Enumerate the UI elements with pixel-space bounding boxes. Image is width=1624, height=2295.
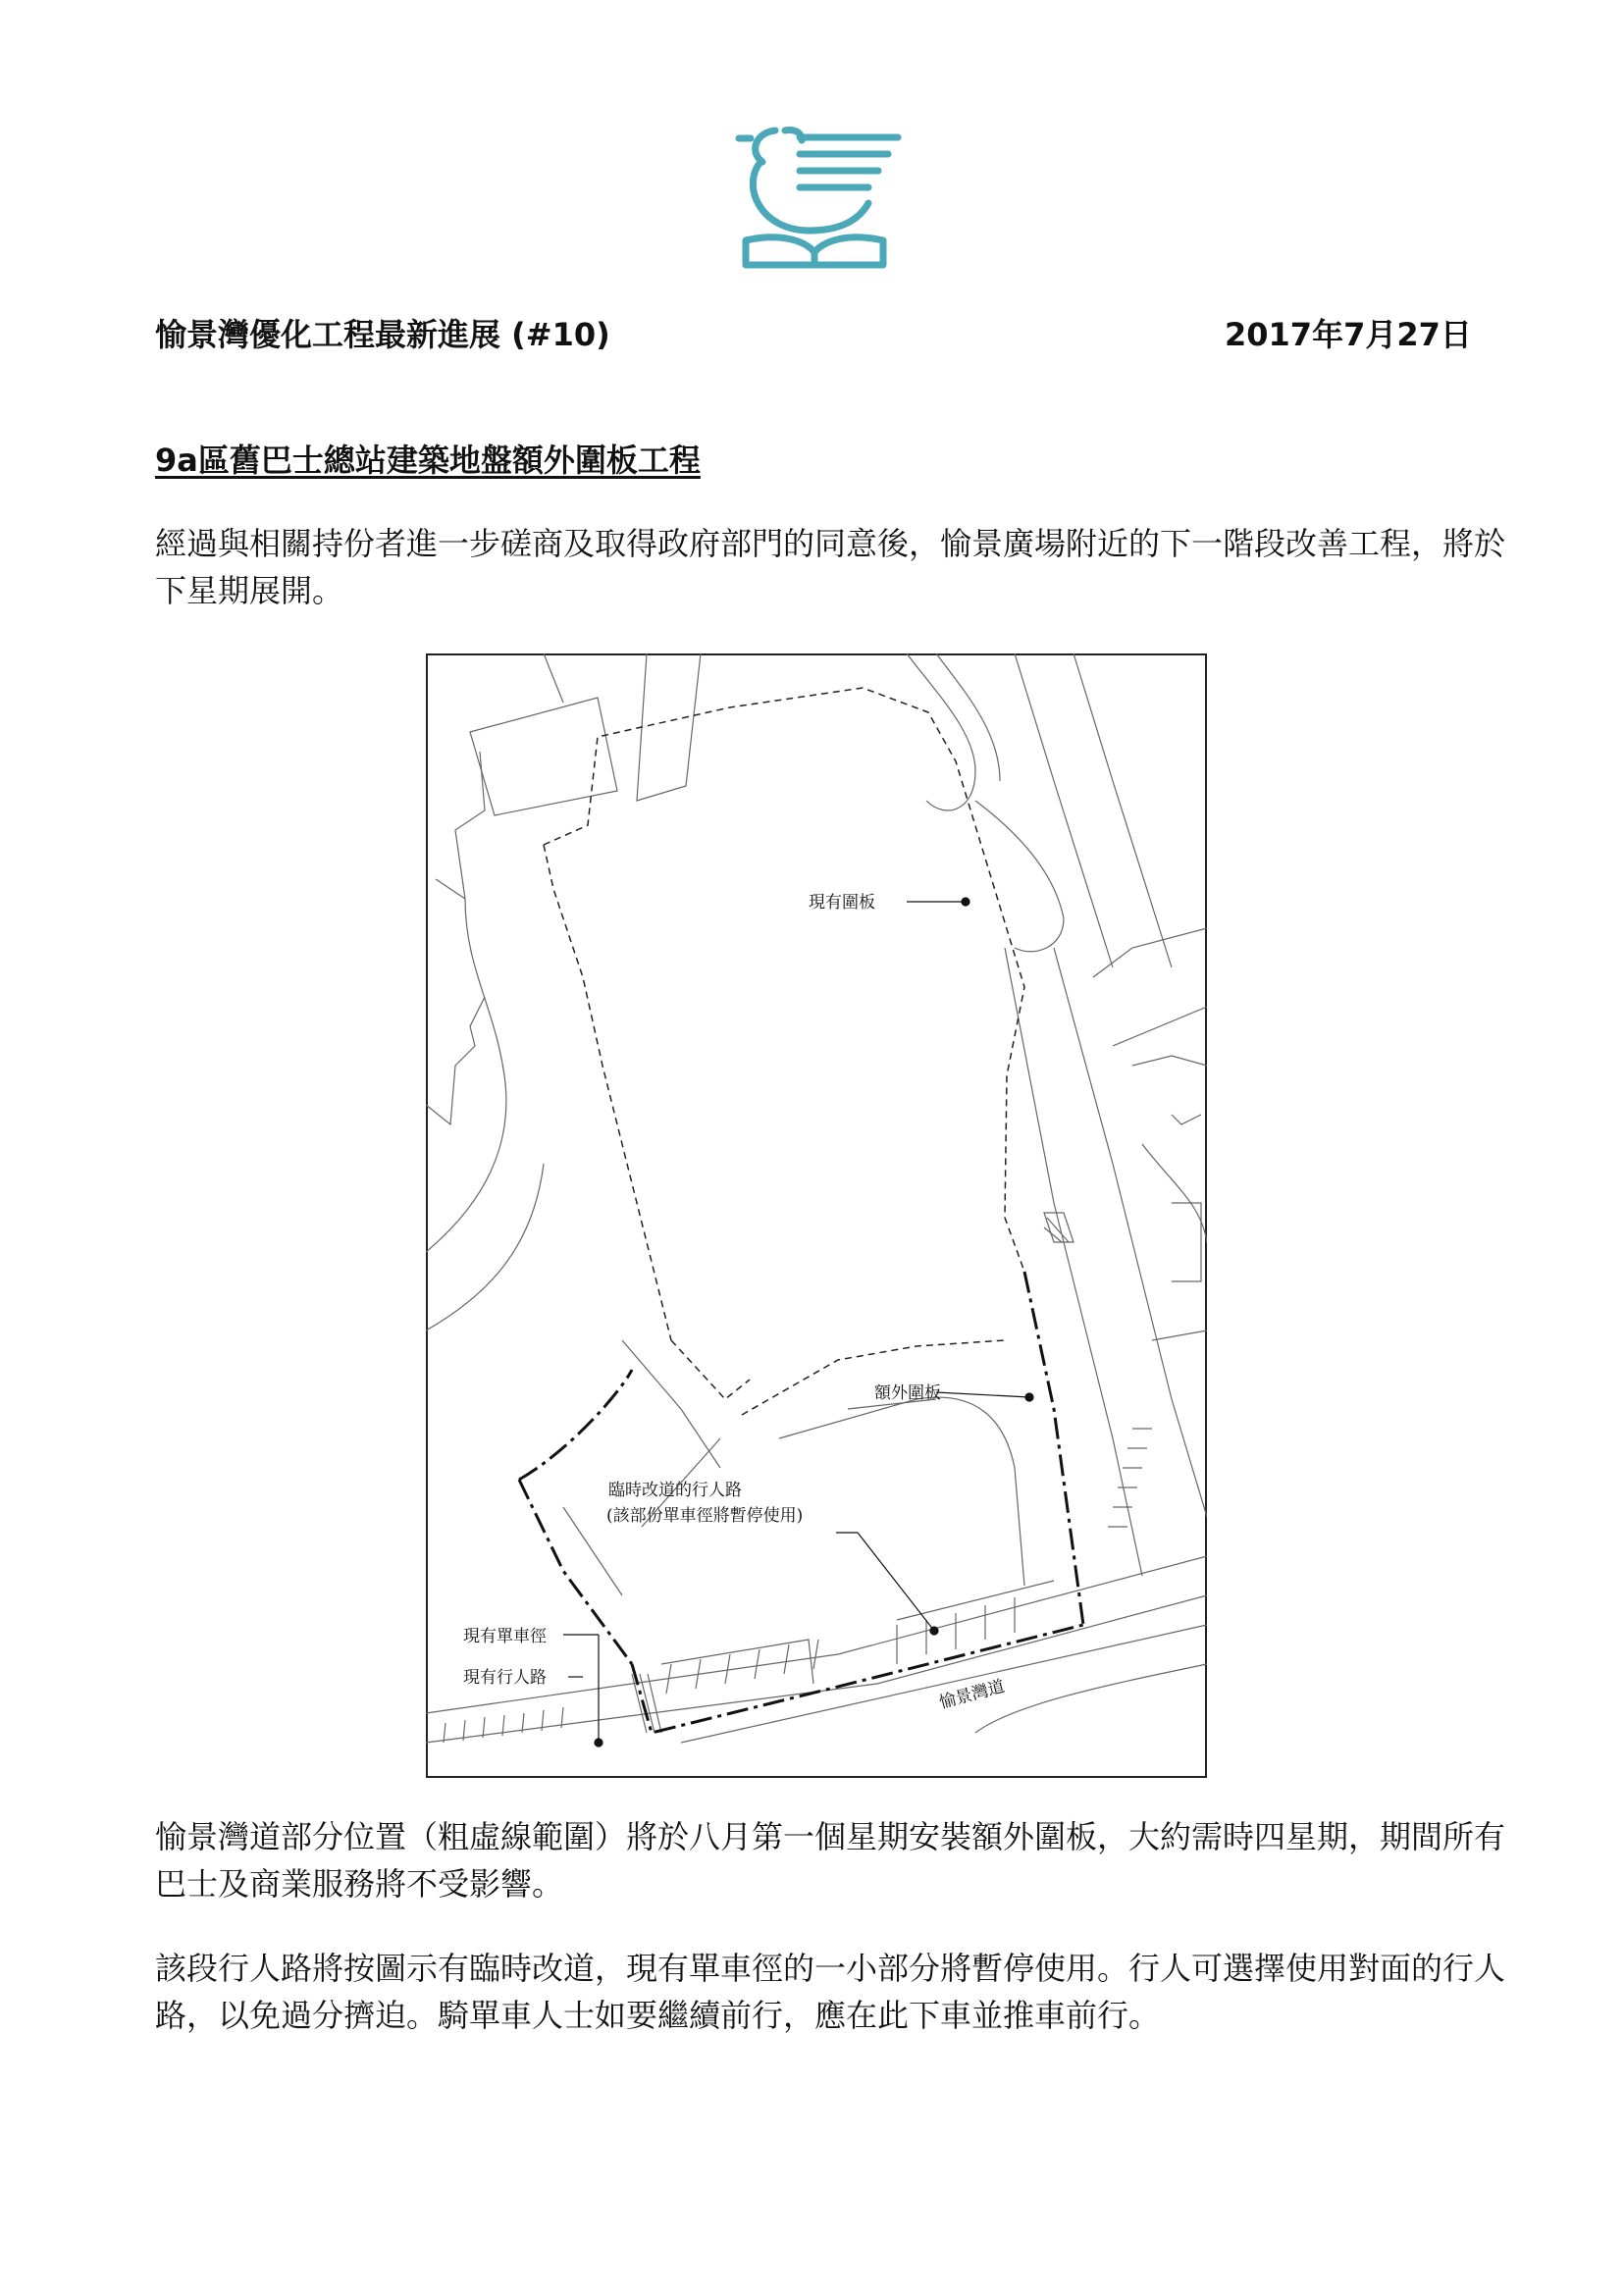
label-road-name: 愉景灣道: [937, 1676, 1007, 1713]
paragraph-schedule: 愉景灣道部分位置（粗虛線範圍）將於八月第一個星期安裝額外圍板，大約需時四星期，期間所有巴士及商業服務將不受影響。: [155, 1818, 1506, 1903]
document-date: 2017年7月27日: [1225, 316, 1472, 353]
label-existing-walkway: 現有行人路: [463, 1668, 547, 1688]
label-existing-cycle-track: 現有單車徑: [463, 1627, 547, 1646]
label-additional-hoarding: 額外圍板: [874, 1383, 941, 1403]
label-existing-hoarding: 現有圍板: [809, 893, 875, 913]
bird-book-logo: [721, 93, 908, 270]
paragraph-intro: 經過與相關持份者進一步磋商及取得政府部門的同意後，愉景廣場附近的下一階段改善工程，將於下星期展開。: [155, 525, 1506, 609]
paragraph-walkway-diversion: 該段行人路將按圖示有臨時改道，現有單車徑的一小部分將暫停使用。行人可選擇使用對面的行人路，以免過分擠迫。騎單車人士如要繼續前行，應在此下車並推車前行。: [155, 1950, 1506, 2034]
label-temp-walkway-note: (該部份單車徑將暫停使用): [606, 1506, 804, 1526]
site-map: [426, 653, 1207, 1778]
document-title: 愉景灣優化工程最新進展 (#10): [155, 316, 610, 353]
section-title: 9a區舊巴士總站建築地盤額外圍板工程: [155, 442, 701, 479]
label-temp-walkway: 臨時改道的行人路: [608, 1481, 742, 1500]
